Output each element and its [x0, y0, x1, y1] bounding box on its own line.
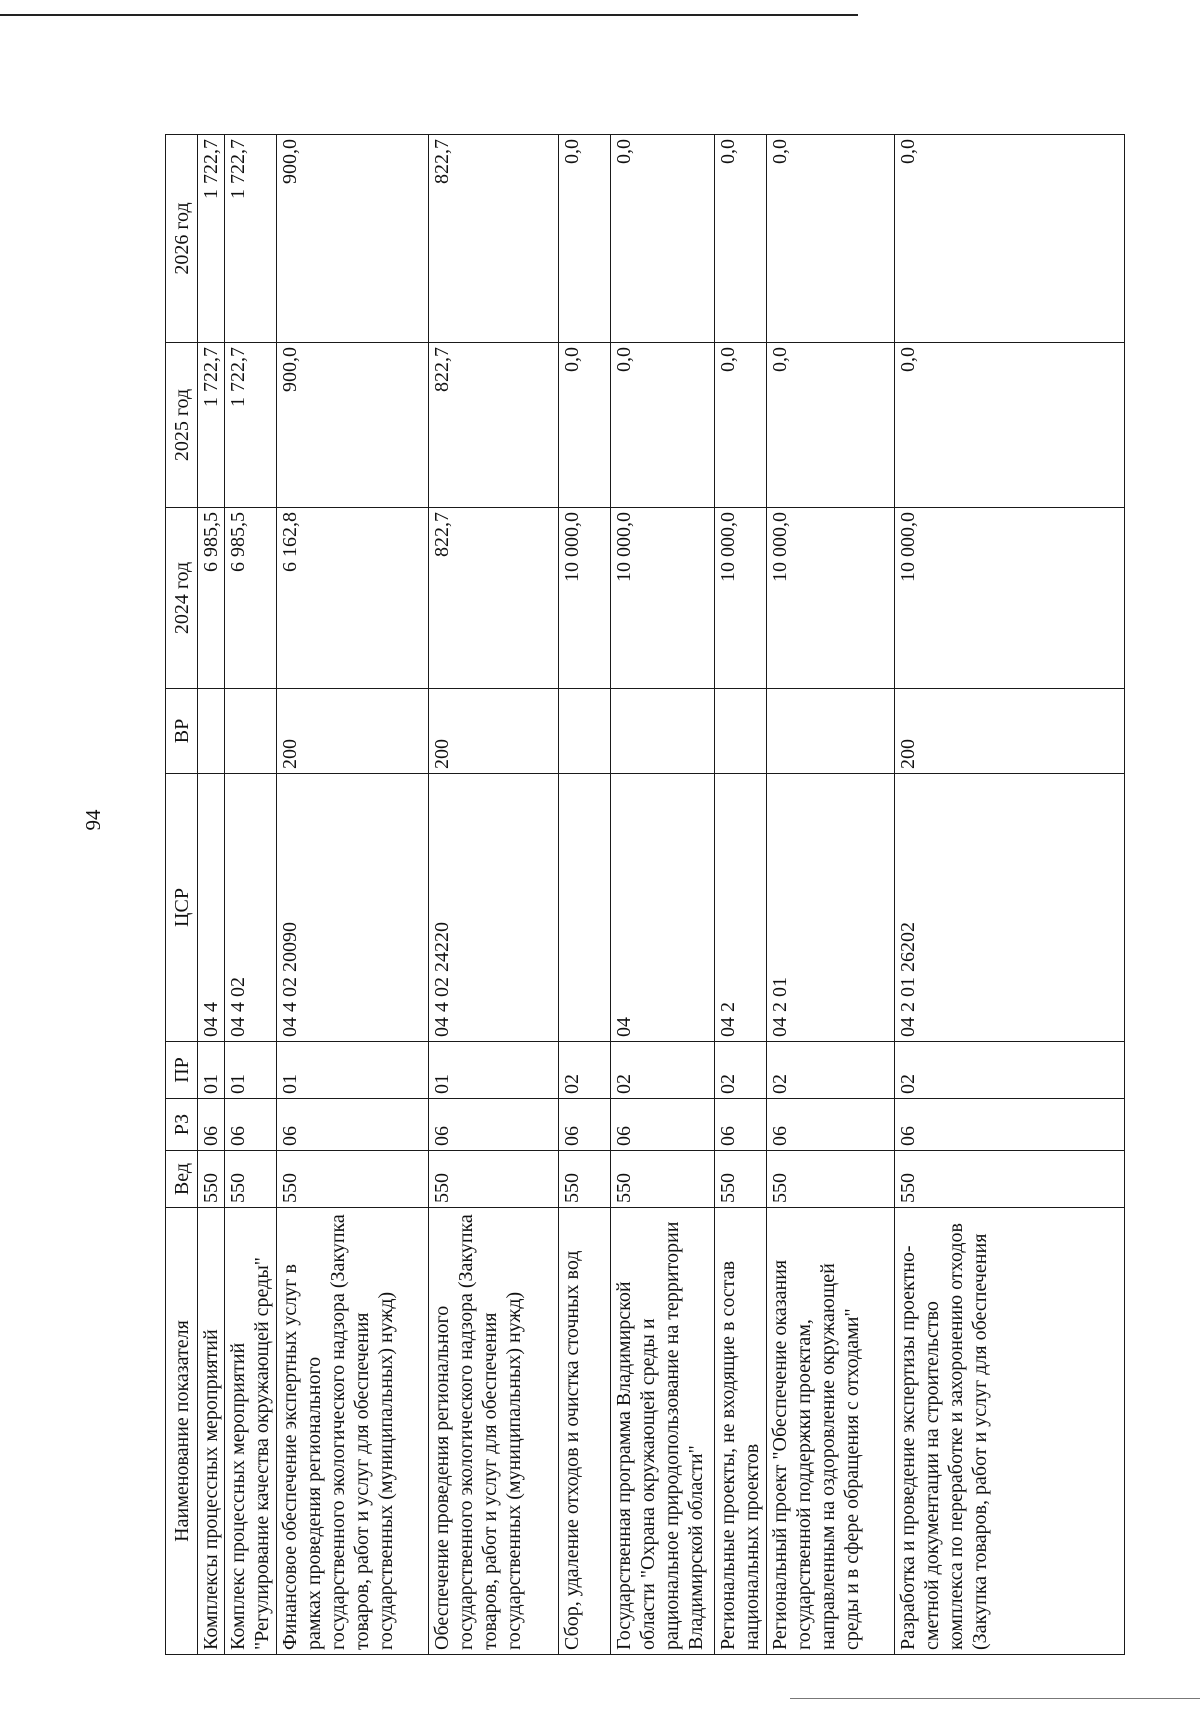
cell-ved: 550: [611, 1151, 715, 1208]
cell-ved: 550: [895, 1151, 1125, 1208]
cell-2025: 0,0: [895, 343, 1125, 508]
cell-name: Сбор, удаление отходов и очистка сточных вод: [559, 1208, 611, 1655]
cell-pr: 01: [429, 1042, 559, 1099]
header-2024: 2024 год: [166, 508, 198, 689]
cell-pr: 01: [277, 1042, 429, 1099]
cell-2024: 10 000,0: [767, 508, 895, 689]
cell-ved: 550: [225, 1151, 277, 1208]
cell-csr: 04 2: [715, 774, 767, 1042]
cell-csr: [559, 774, 611, 1042]
budget-table: [165, 134, 1125, 1655]
cell-csr: 04 2 01 26202: [895, 774, 1125, 1042]
top-rule: [0, 14, 858, 16]
table-row: [559, 135, 611, 1655]
cell-2026: 1 722,7: [225, 135, 277, 343]
page-number: 94: [81, 809, 105, 831]
cell-rz: 06: [198, 1099, 225, 1151]
bottom-rule: [790, 1698, 1200, 1699]
cell-rz: 06: [429, 1099, 559, 1151]
cell-pr: 02: [767, 1042, 895, 1099]
cell-csr: 04: [611, 774, 715, 1042]
cell-rz: 06: [611, 1099, 715, 1151]
cell-pr: 01: [225, 1042, 277, 1099]
cell-2024: 10 000,0: [895, 508, 1125, 689]
cell-ved: 550: [429, 1151, 559, 1208]
cell-2025: 0,0: [611, 343, 715, 508]
cell-name: Разработка и проведение экспертизы проектно-сметной документации на строительство комплекса по переработке и захоронению отходов (Закупка товаров, работ и услуг для обеспечения: [895, 1208, 1125, 1655]
cell-2026: 0,0: [715, 135, 767, 343]
cell-2026: 0,0: [611, 135, 715, 343]
cell-2026: 1 722,7: [198, 135, 225, 343]
table-row: [225, 135, 277, 1655]
cell-vr: 200: [895, 689, 1125, 774]
header-ved: Вед: [166, 1151, 198, 1208]
cell-csr: 04 4 02 20090: [277, 774, 429, 1042]
cell-name: Государственная программа Владимирской области "Охрана окружающей среды и рациональное природопользование на территории Владимирской области": [611, 1208, 715, 1655]
cell-2024: 6 985,5: [225, 508, 277, 689]
cell-name: Комплекс процессных мероприятий "Регулирование качества окружающей среды": [225, 1208, 277, 1655]
cell-2025: 1 722,7: [225, 343, 277, 508]
cell-name: Комплексы процессных мероприятий: [198, 1208, 225, 1655]
cell-2025: 900,0: [277, 343, 429, 508]
cell-vr: [198, 689, 225, 774]
table-row: [198, 135, 225, 1655]
cell-vr: [767, 689, 895, 774]
cell-rz: 06: [277, 1099, 429, 1151]
table-row: [429, 135, 559, 1655]
cell-2024: 10 000,0: [715, 508, 767, 689]
cell-name: Региональные проекты, не входящие в состав национальных проектов: [715, 1208, 767, 1655]
cell-2025: 0,0: [559, 343, 611, 508]
cell-name: Региональный проект "Обеспечение оказания государственной поддержки проектам, направленным на оздоровление окружающей среды и в сфере обращения с отходами": [767, 1208, 895, 1655]
cell-2024: 6 985,5: [198, 508, 225, 689]
table-row: [715, 135, 767, 1655]
cell-ved: 550: [715, 1151, 767, 1208]
cell-rz: 06: [559, 1099, 611, 1151]
cell-2026: 900,0: [277, 135, 429, 343]
cell-2026: 0,0: [895, 135, 1125, 343]
cell-csr: 04 4: [198, 774, 225, 1042]
cell-csr: 04 4 02: [225, 774, 277, 1042]
cell-pr: 02: [611, 1042, 715, 1099]
cell-rz: 06: [225, 1099, 277, 1151]
header-name: Наименование показателя: [166, 1208, 198, 1655]
cell-2025: 0,0: [767, 343, 895, 508]
header-rz: РЗ: [166, 1099, 198, 1151]
table-row: [611, 135, 715, 1655]
cell-name: Финансовое обеспечение экспертных услуг в рамках проведения регионального государственного экологического надзора (Закупка товаров, работ и услуг для обеспечения государственных (муниципальных) нужд): [277, 1208, 429, 1655]
cell-name: Обеспечение проведения регионального государственного экологического надзора (Закупка товаров, работ и услуг для обеспечения государственных (муниципальных) нужд): [429, 1208, 559, 1655]
cell-vr: [225, 689, 277, 774]
table-row: [895, 135, 1125, 1655]
header-2025: 2025 год: [166, 343, 198, 508]
cell-pr: 01: [198, 1042, 225, 1099]
cell-ved: 550: [277, 1151, 429, 1208]
cell-ved: 550: [767, 1151, 895, 1208]
cell-ved: 550: [198, 1151, 225, 1208]
cell-rz: 06: [895, 1099, 1125, 1151]
table-header-row: [166, 135, 198, 1655]
header-pr: ПР: [166, 1042, 198, 1099]
cell-2026: 0,0: [767, 135, 895, 343]
header-vr: ВР: [166, 689, 198, 774]
cell-vr: [559, 689, 611, 774]
cell-pr: 02: [895, 1042, 1125, 1099]
cell-2024: 10 000,0: [559, 508, 611, 689]
cell-ved: 550: [559, 1151, 611, 1208]
table-row: [277, 135, 429, 1655]
cell-csr: 04 4 02 24220: [429, 774, 559, 1042]
cell-pr: 02: [559, 1042, 611, 1099]
cell-vr: 200: [277, 689, 429, 774]
cell-2024: 6 162,8: [277, 508, 429, 689]
cell-2026: 0,0: [559, 135, 611, 343]
cell-vr: [715, 689, 767, 774]
cell-2025: 0,0: [715, 343, 767, 508]
cell-rz: 06: [715, 1099, 767, 1151]
cell-vr: 200: [429, 689, 559, 774]
header-csr: ЦСР: [166, 774, 198, 1042]
cell-2024: 822,7: [429, 508, 559, 689]
cell-csr: 04 2 01: [767, 774, 895, 1042]
cell-2024: 10 000,0: [611, 508, 715, 689]
cell-vr: [611, 689, 715, 774]
header-2026: 2026 год: [166, 135, 198, 343]
cell-2025: 1 722,7: [198, 343, 225, 508]
table-row: [767, 135, 895, 1655]
cell-rz: 06: [767, 1099, 895, 1151]
cell-2025: 822,7: [429, 343, 559, 508]
cell-2026: 822,7: [429, 135, 559, 343]
cell-pr: 02: [715, 1042, 767, 1099]
budget-table-container: [165, 135, 1125, 1655]
